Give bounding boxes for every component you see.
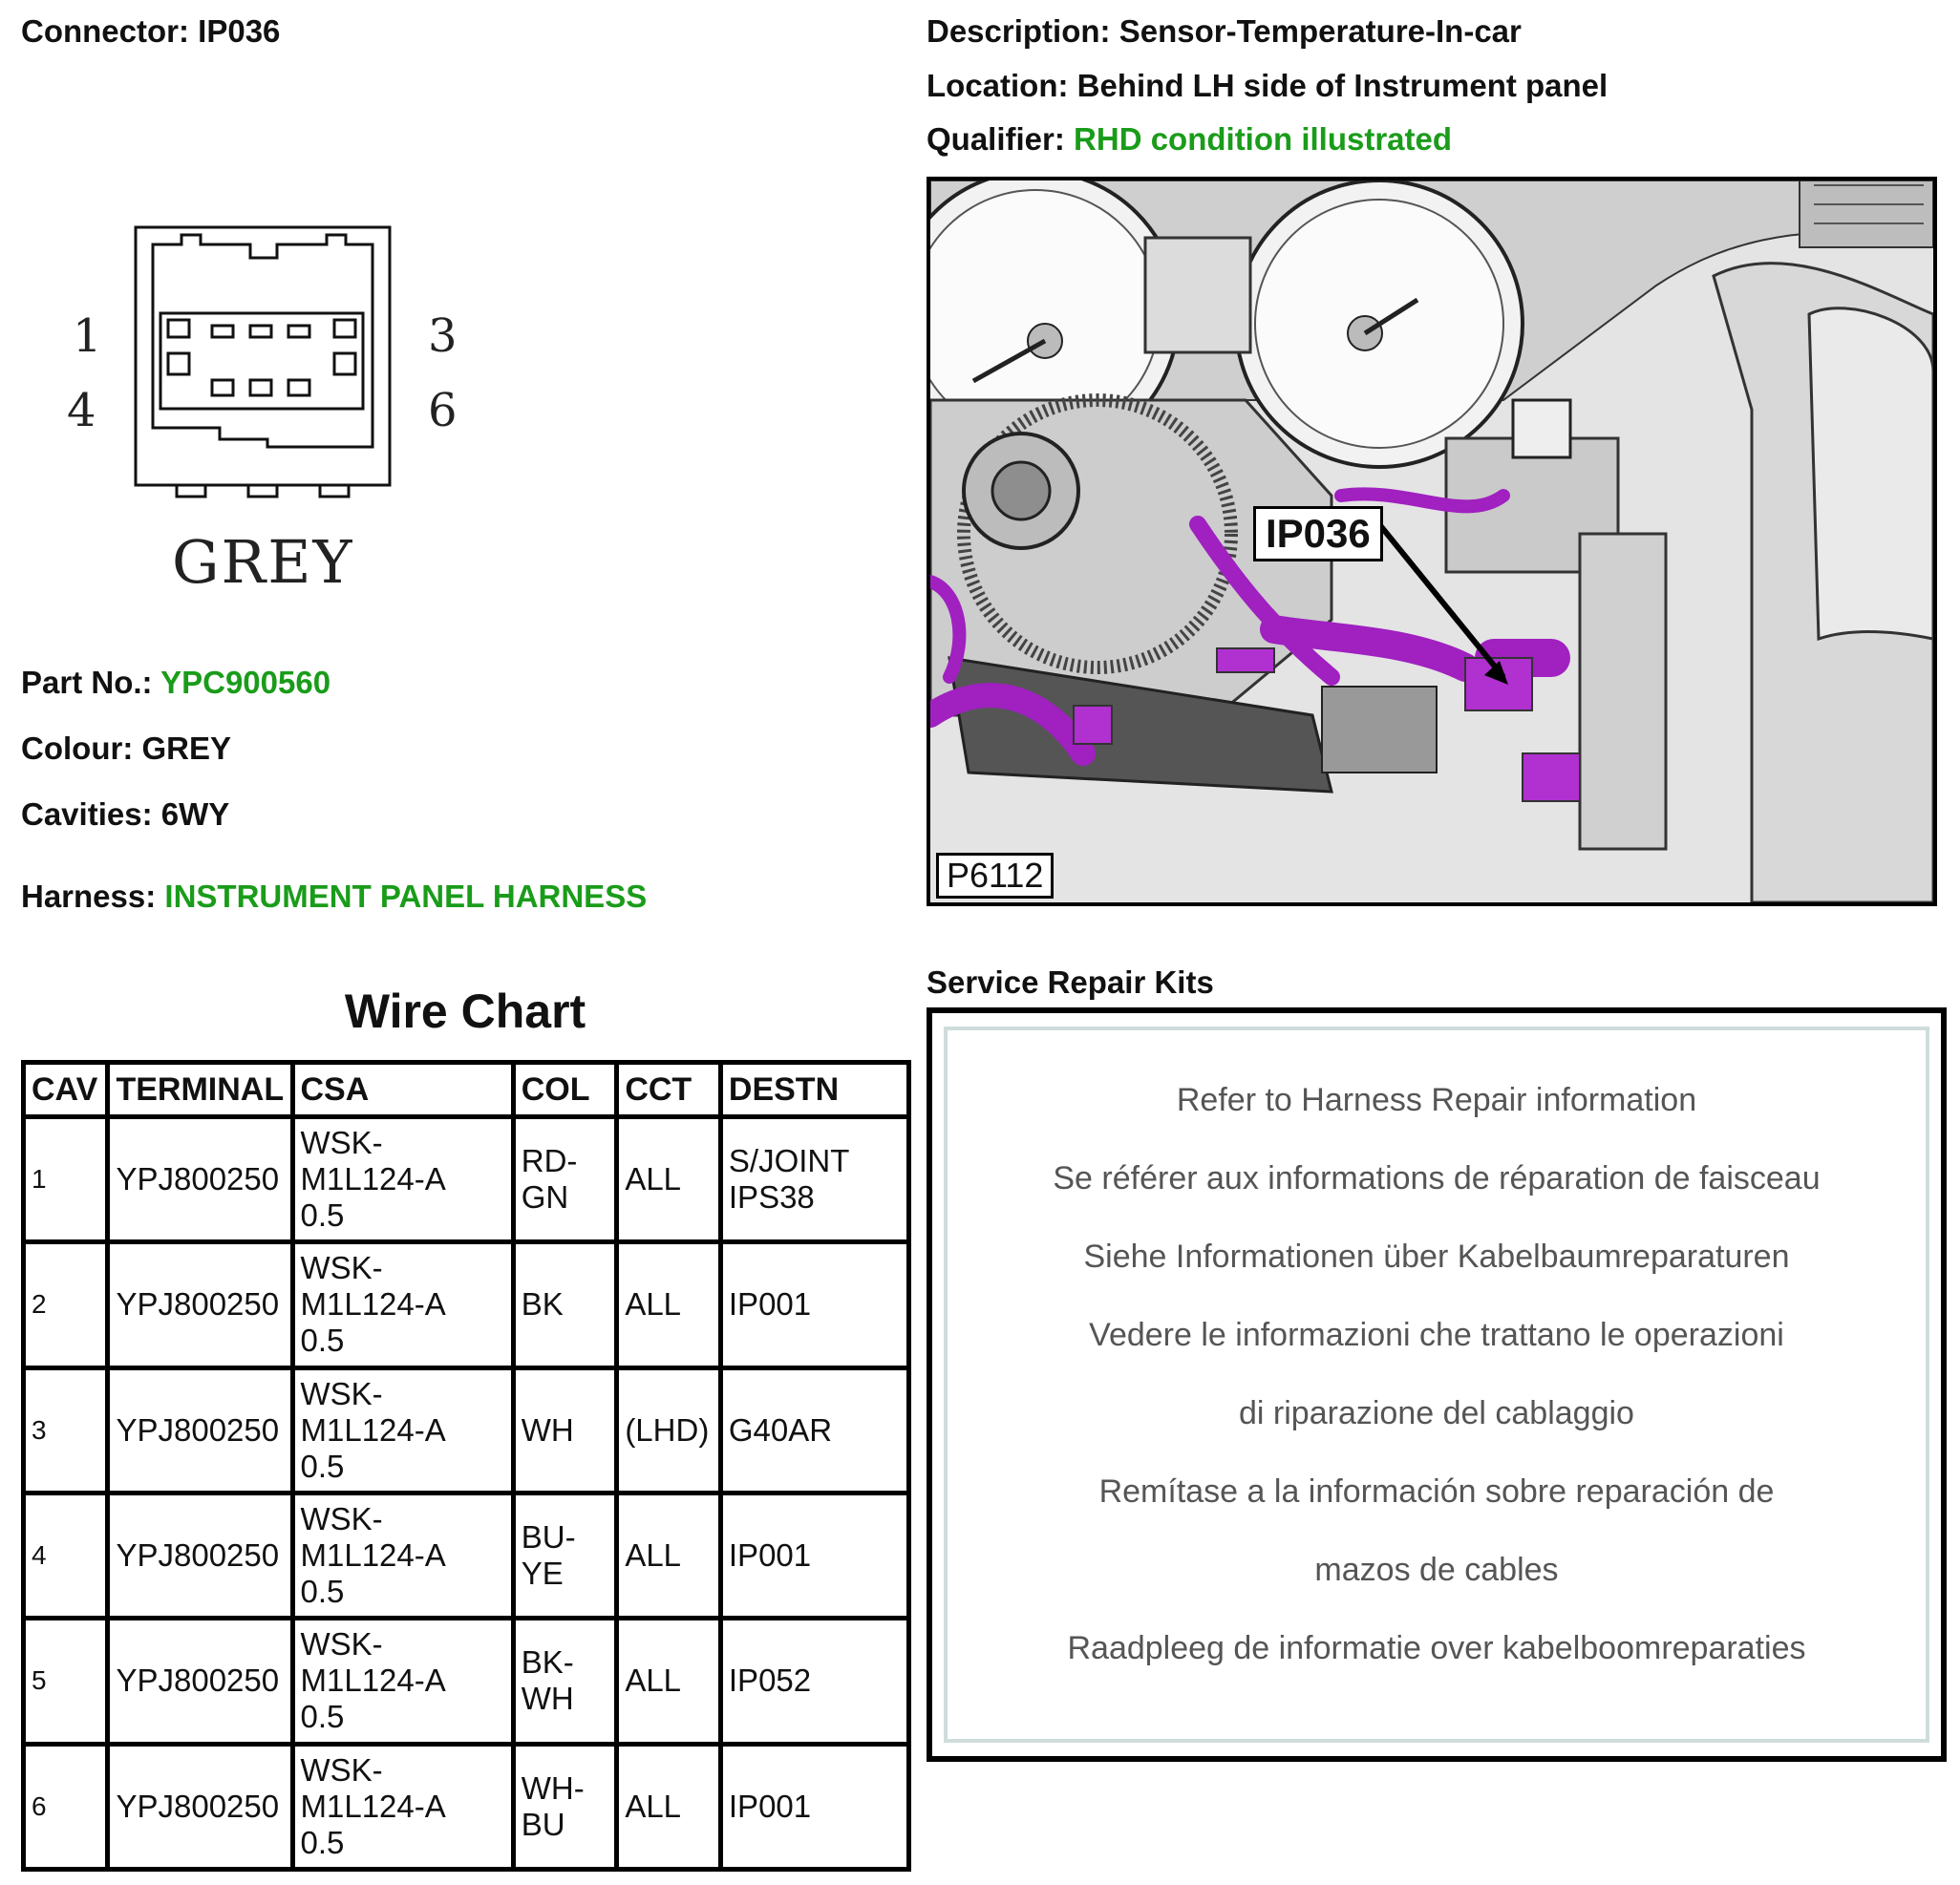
dashboard-illustration [930,180,1933,902]
cell-col: WH- BU [521,1769,585,1842]
pin-label-6: 6 [428,384,458,437]
table-row [24,1242,909,1367]
qualifier-value: RHD condition illustrated [1074,121,1453,157]
location-line [927,68,1608,104]
cavity-3 [334,320,355,337]
service-repair-kits-title: Service Repair Kits [927,964,1214,1000]
wire-chart-title: Wire Chart [344,985,586,1038]
cell-destn: IP001 [728,1537,812,1574]
header-cav: CAV [24,1063,108,1117]
harness-label: Harness: [21,879,157,914]
srk-line: Siehe Informationen über Kabelbaumreparaturen [1083,1239,1790,1275]
cell-terminal: YPJ800250 [108,1242,292,1367]
description-line [927,13,1522,50]
cell-csa: WSK- M1L124-A 0.5 [300,1501,446,1610]
connector-face-diagram [57,210,497,611]
part-no-value: YPC900560 [160,665,331,700]
cell-cav: 5 [24,1619,108,1744]
cell-col: BU- YE [521,1519,576,1592]
qualifier-line [927,121,1452,158]
cell-terminal: YPJ800250 [108,1744,292,1869]
cell-col: RD- GN [521,1143,578,1216]
header-csa: CSA [292,1063,513,1117]
cell-cct: ALL [617,1619,721,1744]
cell-col: BK- WH [521,1644,574,1717]
harness-value: INSTRUMENT PANEL HARNESS [164,879,648,914]
description-label: Description: [927,13,1111,49]
cell-destn: IP001 [728,1286,812,1323]
location-label: Location: [927,68,1069,103]
connector-callout-label: IP036 [1253,506,1383,561]
connector-inner-body [153,235,373,447]
srk-line: Vedere le informazioni che trattano le operazioni [1089,1317,1784,1353]
service-repair-kits-inner [944,1027,1929,1743]
cavity-6 [288,380,309,395]
cell-destn: IP001 [728,1788,812,1824]
header-destn: DESTN [720,1063,908,1117]
cell-destn: G40AR [728,1411,833,1448]
connector-value: IP036 [198,13,281,49]
cavities-label: Cavities: [21,796,153,832]
header-terminal: TERMINAL [108,1063,292,1117]
table-row [24,1117,909,1242]
srk-line: di riparazione del cablaggio [1239,1395,1634,1431]
table-row [24,1493,909,1618]
cell-cct: ALL [617,1493,721,1618]
cavity-1 [168,320,189,337]
cavities-value: 6WY [160,796,230,832]
cell-terminal: YPJ800250 [108,1619,292,1744]
header-col: COL [513,1063,617,1117]
srk-line: Se référer aux informations de réparation de faisceau [1053,1160,1821,1197]
pin-label-3: 3 [428,309,458,363]
cell-cct: ALL [617,1242,721,1367]
cell-cav: 6 [24,1744,108,1869]
connector-line [21,13,280,50]
pin-label-4: 4 [67,384,96,437]
table-row [24,1367,909,1493]
cell-cav: 3 [24,1367,108,1493]
cell-cav: 2 [24,1242,108,1367]
srk-line: Remítase a la información sobre reparación de [1098,1473,1775,1510]
wire-chart-table [21,1060,911,1872]
description-value: Sensor-Temperature-In-car [1118,13,1522,49]
cavity-4 [212,380,233,395]
cavities-line [21,796,229,833]
service-repair-kits-box [927,1007,1947,1762]
part-no-label: Part No.: [21,665,153,700]
location-value: Behind LH side of Instrument panel [1076,68,1608,103]
cell-csa: WSK- M1L124-A 0.5 [300,1626,446,1735]
part-no-line [21,665,330,701]
cell-csa: WSK- M1L124-A 0.5 [300,1125,446,1234]
figure-id-label: P6112 [936,853,1054,899]
srk-line: Raadpleeg de informatie over kabelboomreparaties [1067,1630,1806,1666]
cell-cav: 4 [24,1493,108,1618]
cell-terminal: YPJ800250 [108,1117,292,1242]
srk-line: Refer to Harness Repair information [1176,1082,1697,1118]
cell-cct: ALL [617,1744,721,1869]
table-row [24,1619,909,1744]
harness-line [21,879,647,915]
cell-destn: IP052 [728,1663,812,1699]
cell-col: BK [521,1286,564,1323]
colour-value: GREY [141,731,232,766]
qualifier-label: Qualifier: [927,121,1065,157]
cell-csa: WSK- M1L124-A 0.5 [300,1250,446,1359]
srk-line: mazos de cables [1314,1552,1559,1588]
colour-label: Colour: [21,731,134,766]
cell-cav: 1 [24,1117,108,1242]
cell-terminal: YPJ800250 [108,1493,292,1618]
cell-csa: WSK- M1L124-A 0.5 [300,1375,446,1484]
cell-destn: S/JOINT IPS38 [728,1143,850,1216]
cell-terminal: YPJ800250 [108,1367,292,1493]
cell-cct: ALL [617,1117,721,1242]
pin-label-1: 1 [73,309,102,363]
cell-col: WH [521,1411,574,1448]
colour-caption: GREY [172,527,354,597]
cell-csa: WSK- M1L124-A 0.5 [300,1751,446,1860]
location-photo [927,177,1937,906]
table-row [24,1744,909,1869]
cell-cct: (LHD) [617,1367,721,1493]
colour-line [21,731,231,767]
connector-label: Connector: [21,13,189,49]
wire-chart-header-row [24,1063,909,1117]
header-cct: CCT [617,1063,721,1117]
